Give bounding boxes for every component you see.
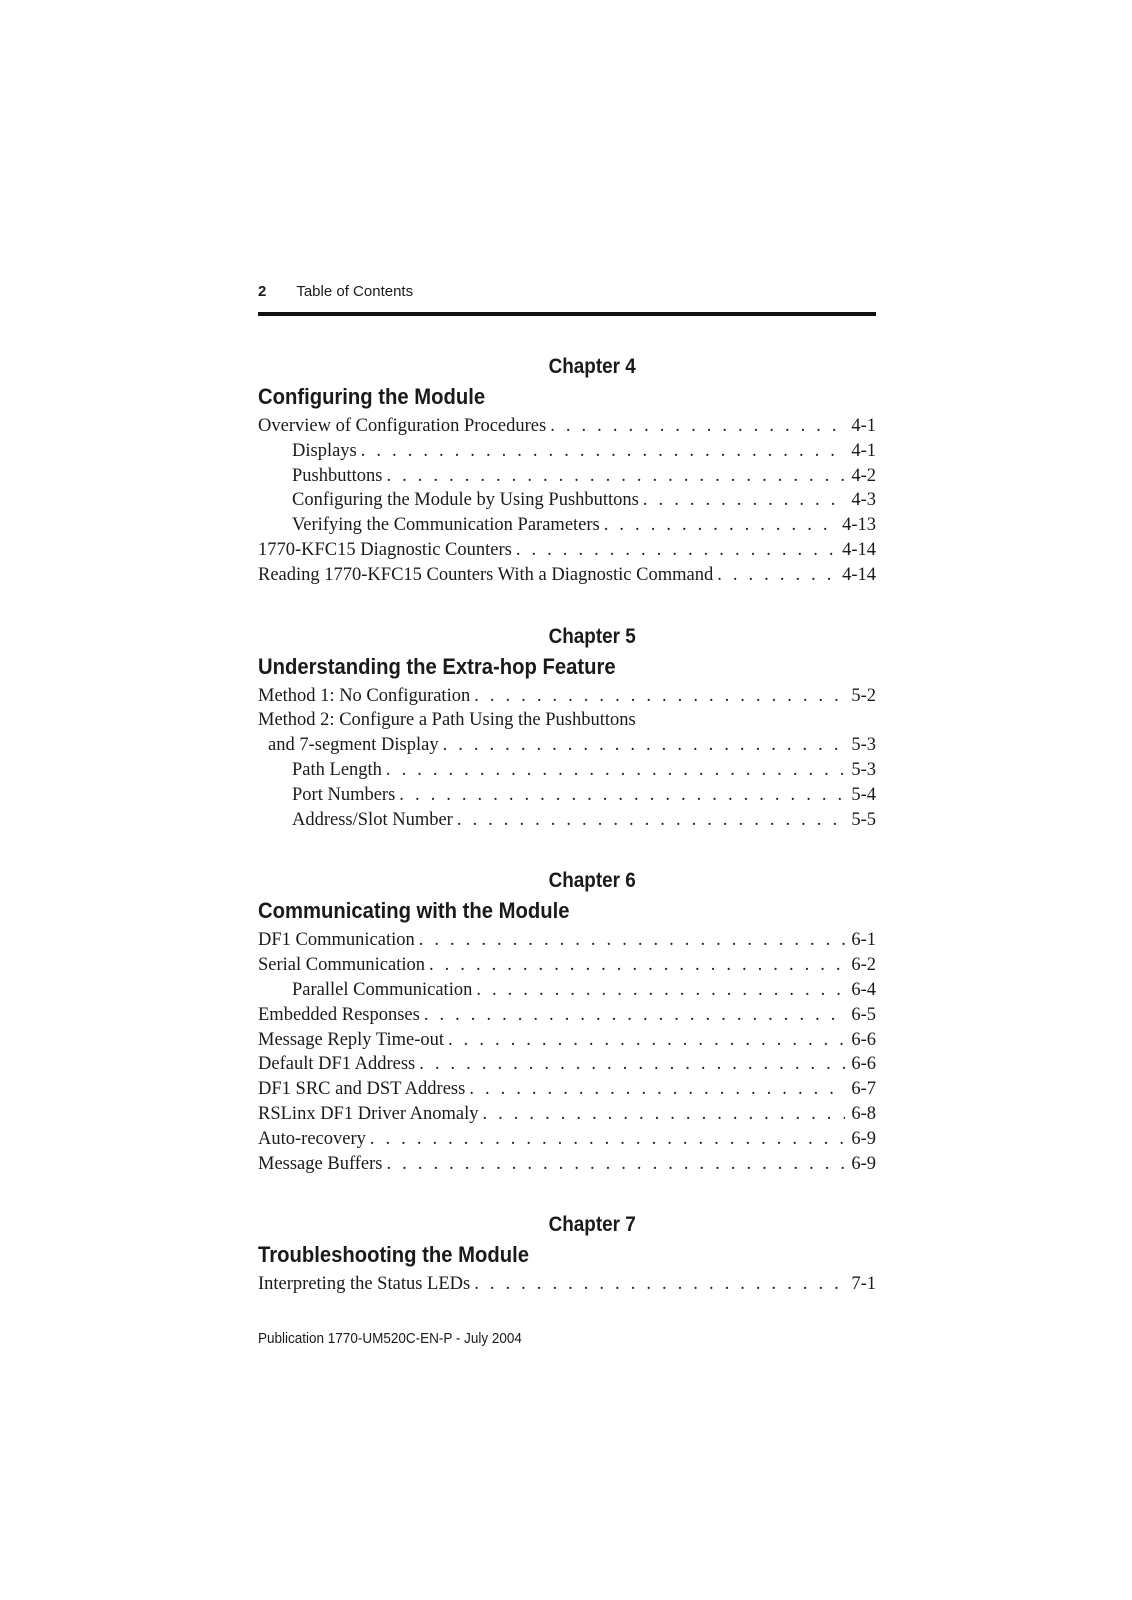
toc-entry[interactable]: Message Reply Time-out . . . 6-6 (258, 1028, 876, 1053)
toc-entry[interactable]: RSLinx DF1 Driver Anomaly . . . 6-8 (258, 1102, 876, 1127)
page-ref: 5-3 (851, 735, 876, 756)
dot-leader (482, 1102, 845, 1127)
header-rule (258, 312, 876, 316)
toc-entry[interactable]: Embedded Responses . . . 6-5 (258, 1003, 876, 1028)
page-ref: 5-2 (851, 685, 876, 706)
chapter-title: Communicating with the Module (258, 898, 570, 924)
toc-entry[interactable]: Path Length . . . 5-3 (258, 758, 876, 783)
toc-entry[interactable]: Parallel Communication . . . 6-4 (258, 978, 876, 1003)
dot-leader (469, 1077, 845, 1102)
chapter-5 (258, 622, 876, 833)
toc-entry[interactable]: Message Buffers . . . 6-9 (258, 1152, 876, 1177)
toc-entry[interactable]: Port Numbers . . . 5-4 (258, 783, 876, 808)
toc-entry[interactable]: Overview of Configuration Procedures . . . 4-1 (258, 414, 876, 439)
chapter-4 (258, 352, 876, 588)
toc-page (258, 283, 876, 1297)
page-ref: 4-1 (851, 440, 876, 461)
dot-leader (361, 439, 846, 464)
page-ref: 6-7 (851, 1079, 876, 1100)
page-ref: 6-9 (851, 1153, 876, 1174)
dot-leader (429, 953, 845, 978)
dot-leader (474, 684, 845, 709)
toc-entry[interactable]: DF1 Communication . . . 6-1 (258, 928, 876, 953)
page-ref: 6-6 (851, 1054, 876, 1075)
running-header (258, 283, 876, 303)
chapter-label: Chapter 6 (548, 869, 636, 893)
chapter-title: Configuring the Module (258, 384, 486, 409)
toc-entry[interactable]: Configuring the Module by Using Pushbuttons . . . 4-3 (258, 488, 876, 513)
dot-leader (443, 733, 846, 758)
toc-entry[interactable]: Displays . . . 4-1 (258, 439, 876, 464)
dot-leader (643, 488, 845, 513)
page-ref: 5-3 (851, 759, 876, 780)
publication-footer: Publication 1770-UM520C-EN-P - July 2004 (258, 1330, 522, 1347)
chapter-label: Chapter 7 (548, 1213, 636, 1237)
chapter-label: Chapter 4 (548, 355, 636, 378)
dot-leader (399, 783, 845, 808)
toc-entry[interactable]: Interpreting the Status LEDs . . . 7-1 (258, 1272, 876, 1297)
dot-leader (387, 1152, 846, 1177)
toc-entry[interactable]: Serial Communication . . . 6-2 (258, 953, 876, 978)
dot-leader (604, 513, 836, 538)
page-ref: 4-14 (842, 539, 876, 560)
dot-leader (386, 464, 845, 489)
page-ref: 6-8 (851, 1103, 876, 1124)
toc-entry[interactable]: Default DF1 Address . . . 6-6 (258, 1052, 876, 1077)
page-ref: 4-2 (851, 465, 876, 486)
toc-entry[interactable]: DF1 SRC and DST Address . . . 6-7 (258, 1077, 876, 1102)
toc-entry[interactable]: Address/Slot Number . . . 5-5 (258, 808, 876, 833)
toc-entry[interactable]: Method 1: No Configuration . . . 5-2 (258, 684, 876, 709)
dot-leader (419, 928, 846, 953)
page-ref: 6-5 (851, 1004, 876, 1025)
page-number: 2 (258, 283, 267, 300)
page-ref: 6-9 (851, 1128, 876, 1149)
toc-entry[interactable]: 1770-KFC15 Diagnostic Counters . . . 4-14 (258, 538, 876, 563)
dot-leader (550, 414, 845, 439)
page-ref: 4-14 (842, 564, 876, 585)
chapter-7 (258, 1210, 876, 1297)
dot-leader (386, 758, 845, 783)
section-name: Table of Contents (296, 283, 414, 300)
dot-leader (419, 1052, 845, 1077)
dot-leader (476, 978, 845, 1003)
page-ref: 6-6 (851, 1029, 876, 1050)
chapter-title: Understanding the Extra-hop Feature (258, 653, 616, 679)
dot-leader (717, 563, 836, 588)
page-ref: 5-5 (851, 809, 876, 830)
page-ref: 4-1 (851, 416, 876, 436)
dot-leader (424, 1003, 845, 1028)
page-ref: 7-1 (851, 1274, 876, 1295)
toc-entry[interactable]: and 7-segment Display . . . 5-3 (258, 733, 876, 758)
toc-entry[interactable]: Auto-recovery . . . 6-9 (258, 1127, 876, 1152)
page-ref: 6-4 (851, 979, 876, 1000)
page-ref: 4-3 (851, 490, 876, 511)
dot-leader (370, 1127, 845, 1152)
chapter-title: Troubleshooting the Module (258, 1242, 529, 1268)
dot-leader (474, 1272, 845, 1297)
toc-entry[interactable]: Verifying the Communication Parameters . . . 4-13 (258, 513, 876, 538)
chapter-6 (258, 866, 876, 1176)
page-ref: 6-2 (851, 955, 876, 976)
page-ref: 6-1 (851, 930, 876, 951)
page-ref: 4-13 (842, 515, 876, 536)
toc-entry[interactable]: Pushbuttons . . . 4-2 (258, 464, 876, 489)
toc-entry[interactable]: Method 2: Configure a Path Using the Pushbuttons (258, 710, 636, 731)
chapter-label: Chapter 5 (548, 624, 636, 648)
page-ref: 5-4 (851, 784, 876, 805)
dot-leader (516, 538, 836, 563)
dot-leader (448, 1028, 845, 1053)
toc-entry[interactable]: Reading 1770-KFC15 Counters With a Diagnostic Command . . . 4-14 (258, 563, 876, 588)
dot-leader (457, 808, 845, 833)
